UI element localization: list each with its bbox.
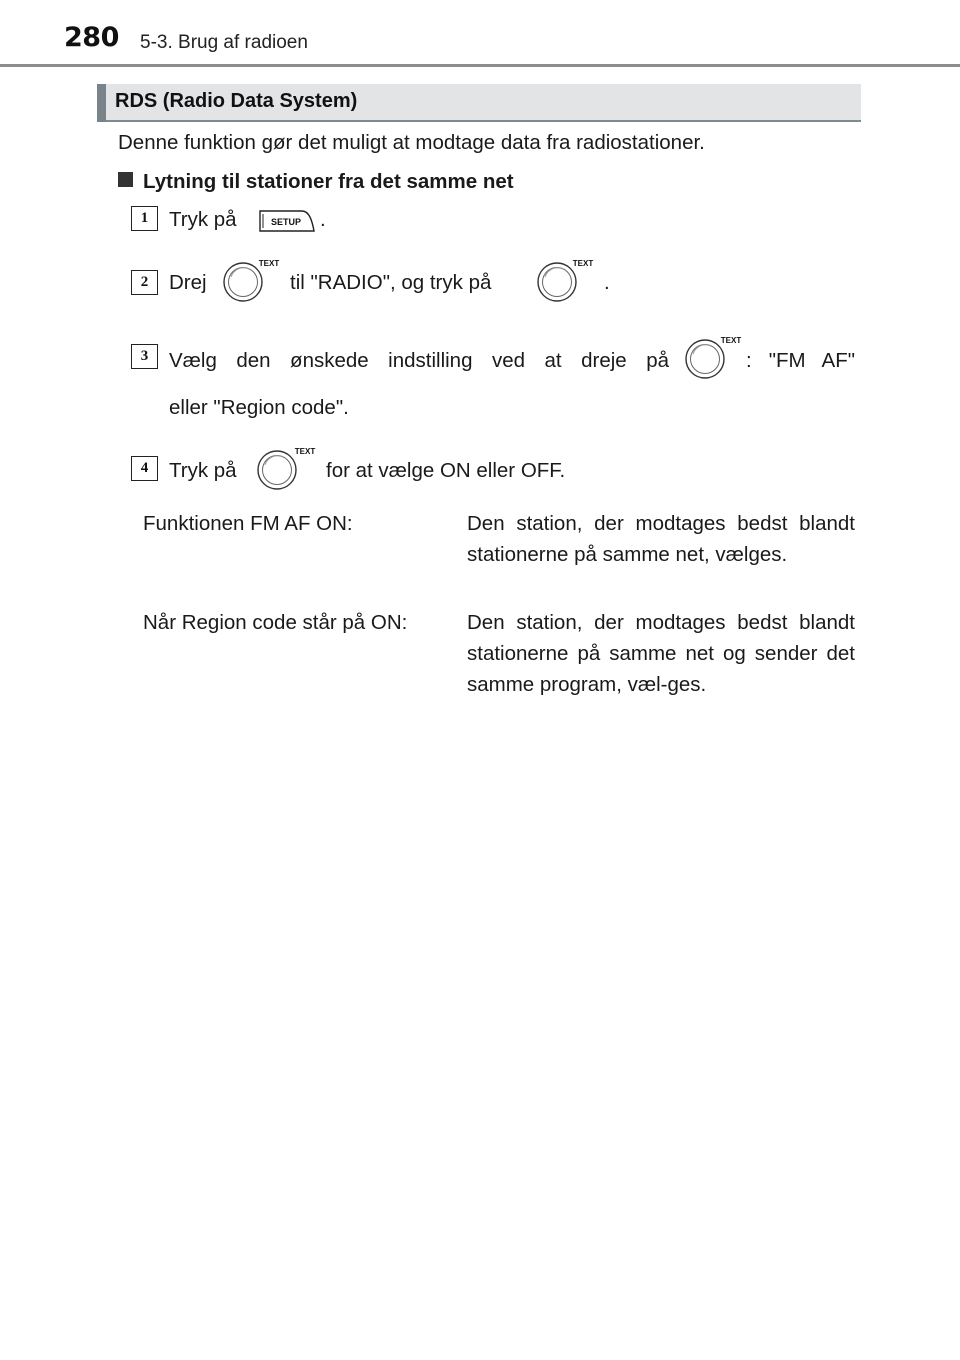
tune-knob-icon <box>222 257 284 303</box>
page-header <box>0 0 960 68</box>
square-bullet-icon <box>118 172 133 187</box>
section-heading-bar <box>97 84 861 122</box>
step-number-4: 4 <box>131 456 158 481</box>
tune-knob-icon <box>536 257 598 303</box>
description-text-region-code: Den station, der modtages bedst blandt stationerne på samme net og sender det samme program, væl-ges. <box>467 611 855 696</box>
setup-button-label: SETUP <box>270 217 302 227</box>
step-number-2: 2 <box>131 270 158 295</box>
description-label-fm-af: Funktionen FM AF ON: <box>143 512 353 535</box>
step-4-part-a: Tryk på <box>169 459 237 482</box>
description-text-fm-af: Den station, der modtages bedst blandt stationerne på samme net, vælges. <box>467 512 855 566</box>
step-number-1: 1 <box>131 206 158 231</box>
step-3-part-a: Vælg den ønskede indstilling ved at dreje på <box>169 349 669 372</box>
description-label-region-code: Når Region code står på ON: <box>143 611 408 634</box>
section-accent <box>97 84 106 122</box>
knob-label: TEXT <box>720 336 742 345</box>
step-3-part-b: : "FM AF" <box>746 349 855 372</box>
knob-label: TEXT <box>572 259 594 268</box>
tune-knob-icon <box>684 334 746 380</box>
step-3-line-2: eller "Region code". <box>169 396 349 419</box>
knob-label: TEXT <box>258 259 280 268</box>
step-1-text <box>169 208 237 232</box>
header-divider <box>0 64 960 67</box>
step-1-part-a: Tryk på <box>169 208 237 231</box>
knob-label: TEXT <box>294 447 316 456</box>
step-1-end: . <box>320 208 326 231</box>
setup-button-icon <box>256 208 316 234</box>
page-number: 280 <box>64 22 119 53</box>
section-title: RDS (Radio Data System) <box>115 90 358 112</box>
step-2-part-b: til "RADIO", og tryk på <box>290 271 492 294</box>
tune-knob-icon <box>256 445 322 491</box>
step-4-part-b: for at vælge ON eller OFF. <box>326 459 566 482</box>
subheading <box>118 170 514 194</box>
step-2-end: . <box>604 271 610 294</box>
chapter-title: 5-3. Brug af radioen <box>140 32 308 53</box>
step-number-3: 3 <box>131 344 158 369</box>
intro-text: Denne funktion gør det muligt at modtage data fra radiostationer. <box>118 131 705 154</box>
subheading-text: Lytning til stationer fra det samme net <box>143 170 514 193</box>
step-2-part-a: Drej <box>169 271 207 294</box>
